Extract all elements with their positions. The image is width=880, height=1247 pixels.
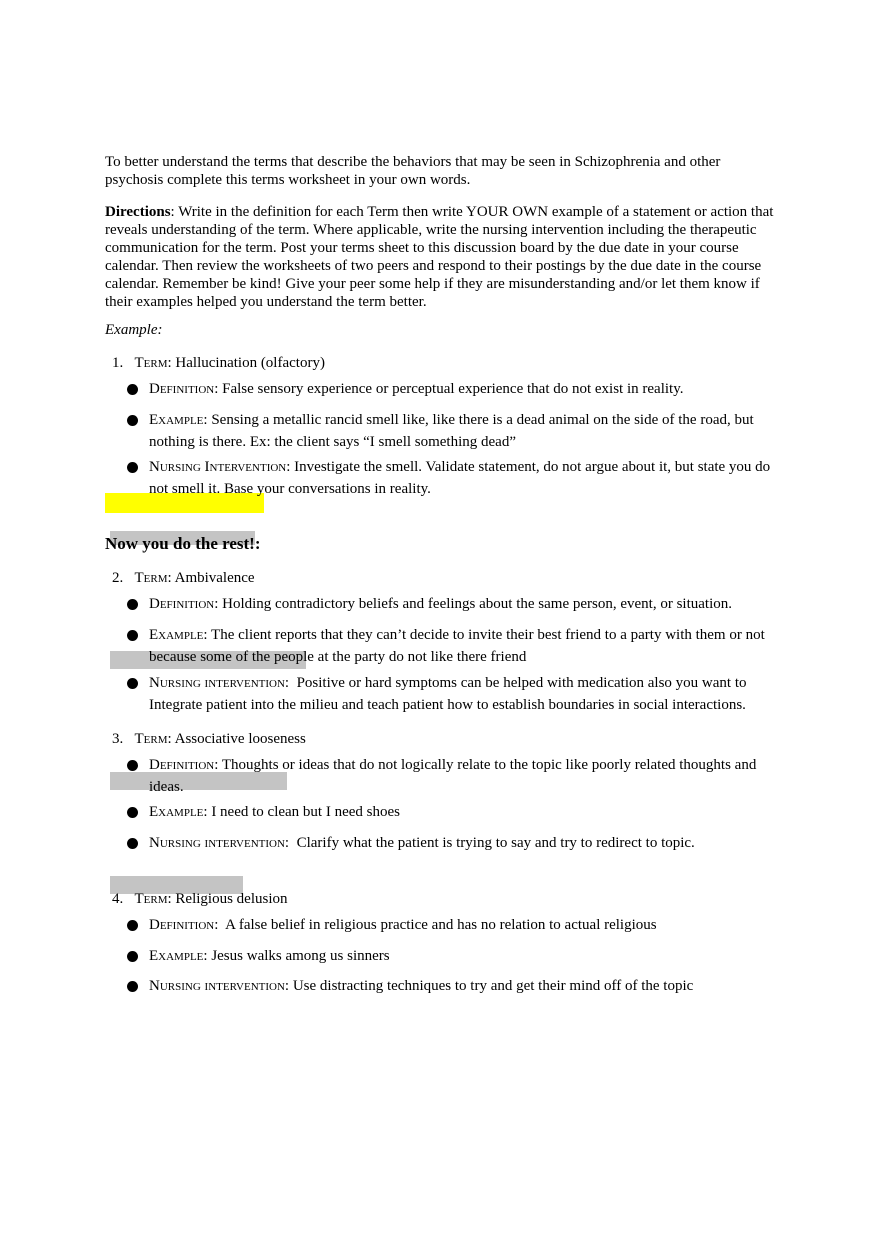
term-name: Ambivalence: [174, 570, 255, 586]
term-3-example: [149, 801, 774, 823]
example-text: Jesus walks among us sinners: [211, 948, 390, 964]
term-4-definition: [149, 914, 774, 936]
intervention-text: Use distracting techniques to try and get their mind off of the topic: [292, 978, 694, 994]
example-label: Example:: [149, 948, 208, 964]
definition-text: Holding contradictory beliefs and feelings about the same person, event, or situation.: [222, 596, 733, 612]
example-text: The client reports that they can’t decide to invite their best friend to a party with them or not because some of the people at the party do not like there friend: [149, 627, 765, 665]
term-3-intervention: [149, 832, 774, 854]
term-label: Term:: [134, 891, 172, 907]
directions-text: : Write in the definition for each Term then write YOUR OWN example of a statement or action that reveals understanding of the term. Where applicable, write the nursing intervention including the therapeutic communication for the term. Post your terms sheet to this discussion board by the due date in your course calendar. Then review the worksheets of two peers and respond to their postings by the due date in the course calendar. Remember be kind! Give your peer some help if they are misunderstanding and/or let them know if their examples helped you understand the term better.: [105, 204, 774, 310]
definition-label: Definition:: [149, 917, 219, 933]
term-label: Term:: [134, 355, 172, 371]
intervention-label: Nursing intervention:: [149, 835, 290, 851]
term-number: 2.: [112, 570, 124, 586]
term-label: Term:: [134, 570, 172, 586]
definition-label: Definition:: [149, 757, 219, 773]
bullet-icon: [127, 920, 138, 931]
example-text: Sensing a metallic rancid smell like, like there is a dead animal on the side of the road, but nothing is there. Ex: the client says “I smell something dead”: [149, 412, 754, 450]
example-label: Example:: [149, 627, 208, 643]
term-1-intervention: [149, 456, 774, 500]
intervention-text: Positive or hard symptoms can be helped with medication also you want to Integrate patient into the milieu and teach patient how to establish boundaries in social interactions.: [149, 675, 747, 713]
bullet-icon: [127, 981, 138, 992]
term-1-row: [112, 352, 325, 374]
bullet-icon: [127, 760, 138, 771]
term-3-row: [112, 728, 306, 750]
definition-label: Definition:: [149, 596, 219, 612]
term-name: Associative looseness: [174, 731, 306, 747]
definition-text: A false belief in religious practice and has no relation to actual religious: [225, 917, 657, 933]
term-4-example: [149, 945, 774, 967]
term-2-definition: [149, 593, 774, 615]
bullet-icon: [127, 678, 138, 689]
term-label: Term:: [134, 731, 172, 747]
intervention-text: Clarify what the patient is trying to say and try to redirect to topic.: [296, 835, 695, 851]
term-number: 4.: [112, 891, 124, 907]
term-4-row: [112, 888, 288, 910]
term-number: 1.: [112, 355, 124, 371]
term-1-definition: [149, 378, 774, 400]
bullet-icon: [127, 415, 138, 426]
directions-paragraph: [105, 203, 775, 311]
section-heading: Now you do the rest!:: [105, 534, 261, 553]
definition-label: Definition:: [149, 381, 219, 397]
intro-paragraph: To better understand the terms that describe the behaviors that may be seen in Schizophrenia and other psychosis complete this terms worksheet in your own words.: [105, 154, 721, 188]
intervention-label: Nursing intervention:: [149, 978, 290, 994]
definition-text: False sensory experience or perceptual experience that do not exist in reality.: [222, 381, 684, 397]
term-name: Religious delusion: [175, 891, 288, 907]
term-2-row: [112, 567, 255, 589]
term-number: 3.: [112, 731, 124, 747]
term-1-example: [149, 409, 774, 453]
term-3-definition: [149, 754, 774, 798]
bullet-icon: [127, 838, 138, 849]
definition-text: Thoughts or ideas that do not logically relate to the topic like poorly related thoughts and ideas.: [149, 757, 757, 795]
intervention-label: Nursing Intervention:: [149, 459, 291, 475]
bullet-icon: [127, 462, 138, 473]
term-2-intervention: [149, 672, 774, 716]
term-name: Hallucination (olfactory): [175, 355, 325, 371]
example-label: Example:: [149, 412, 208, 428]
example-label: Example:: [105, 322, 163, 338]
intervention-text: Investigate the smell. Validate statement, do not argue about it, but state you do not smell it. Base your conversations in reality.: [149, 459, 771, 497]
bullet-icon: [127, 630, 138, 641]
intervention-label: Nursing intervention:: [149, 675, 290, 691]
term-4-intervention: [149, 975, 774, 997]
bullet-icon: [127, 951, 138, 962]
term-2-example: [149, 624, 774, 668]
example-label: Example:: [149, 804, 208, 820]
bullet-icon: [127, 384, 138, 395]
directions-label: Directions: [105, 204, 171, 220]
example-text: I need to clean but I need shoes: [211, 804, 400, 820]
bullet-icon: [127, 599, 138, 610]
bullet-icon: [127, 807, 138, 818]
